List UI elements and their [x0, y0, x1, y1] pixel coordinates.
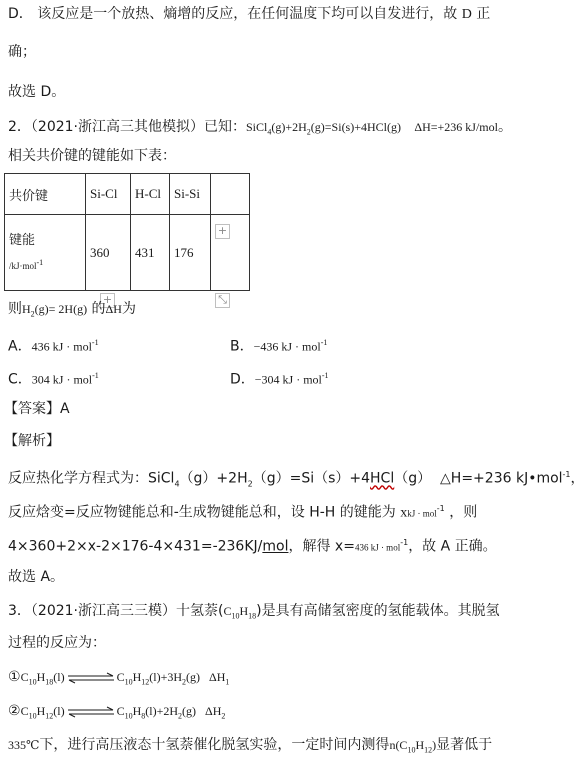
choose-d-line: 故选 D。 — [8, 84, 66, 100]
table-cell: 431 — [131, 215, 170, 291]
choose-a-line: 故选 A。 — [8, 569, 65, 585]
table-header-cell: Si-Si — [170, 174, 211, 215]
option-c[interactable]: C．304 kJ · mol$^{-1}$ — [8, 371, 99, 388]
question-2-table-intro: 相关共价键的键能如下表： — [8, 148, 176, 164]
analysis-line-2: 反应焓变=反应物键能总和-生成物键能总和，设 H-H 的键能为 xkJ · mol$^{-1}$ ，则 — [8, 504, 478, 521]
question-3-last-line: 335℃下，进行高压液态十氢萘催化脱氢实验，一定时间内测得$n(C_{10}H_{12})$显著低于 — [8, 737, 493, 755]
add-column-handle[interactable]: + — [215, 224, 230, 239]
question-2-ask: 则$H_2(g)= 2H(g)$ 的ΔH为 — [8, 301, 136, 319]
explanation-line-d-cont: 确； — [8, 44, 36, 60]
bond-energy-table — [4, 173, 250, 291]
table-header-cell: H-Cl — [131, 174, 170, 215]
table-row-label: 键能 /kJ·mol$^{-1}$ — [5, 215, 86, 291]
analysis-heading: 【解析】 — [4, 433, 60, 449]
table-header-label: 共价键 — [5, 174, 86, 215]
table-header-cell: Si-Cl — [86, 174, 131, 215]
analysis-line-1: 反应热化学方程式为：$SiCl_4(g)+2H_2(g)=Si(s)+4HCl(g)$ △H=+236 kJ•mol$^{-1}$， — [8, 470, 585, 489]
enthalpy-value: ΔH=+236 kJ/mol — [414, 120, 498, 134]
table-cell: 176 — [170, 215, 211, 291]
equilibrium-arrow-icon — [67, 673, 115, 683]
question-3-stem: 3．（2021·浙江高三三模）十氢萘$(C_{10}H_{18})$是具有高储氢密度的氢能载体。其脱氢 — [8, 603, 500, 621]
equilibrium-arrow-icon — [67, 707, 115, 717]
table-header-row — [5, 174, 250, 215]
option-label: D． — [8, 6, 33, 22]
reaction-1: $①C_{10}H_{18}(l)$ $C_{10}H_{12}(l)+3H_2(g)$ $\Delta H_1$ — [8, 669, 230, 687]
answer-heading: 【答案】A — [4, 401, 70, 417]
option-b[interactable]: B．−436 kJ · mol$^{-1}$ — [230, 338, 328, 355]
question-2-stem: 2．（2021·浙江高三其他模拟）已知：$SiCl_4(g)+2H_2(g)=Si(s)+4HCl(g)$ ΔH=+236 kJ/mol。 — [8, 119, 512, 137]
analysis-line-3: 4×360+2×x-2×176-4×431=-236KJ/mol，解得 x=436 kJ · mol$^{-1}$，故 A 正确。 — [8, 538, 497, 555]
table-row — [5, 215, 250, 291]
table-header-cell — [211, 174, 250, 215]
table-cell: 360 — [86, 215, 131, 291]
add-row-handle[interactable]: + — [100, 293, 115, 308]
option-d[interactable]: D．−304 kJ · mol$^{-1}$ — [230, 371, 329, 388]
question-3-stem-cont: 过程的反应为： — [8, 635, 106, 651]
explanation-line-d: D． 该反应是一个放热、熵增的反应，在任何温度下均可以自发进行，故 D 正 — [8, 6, 491, 22]
reaction-2: $②C_{10}H_{12}(l)$ $C_{10}H_8(l)+2H_2(g)$ $\Delta H_2$ — [8, 703, 226, 721]
option-a[interactable]: A．436 kJ · mol$^{-1}$ — [8, 338, 99, 355]
resize-table-handle[interactable]: ⤡ — [215, 293, 230, 308]
